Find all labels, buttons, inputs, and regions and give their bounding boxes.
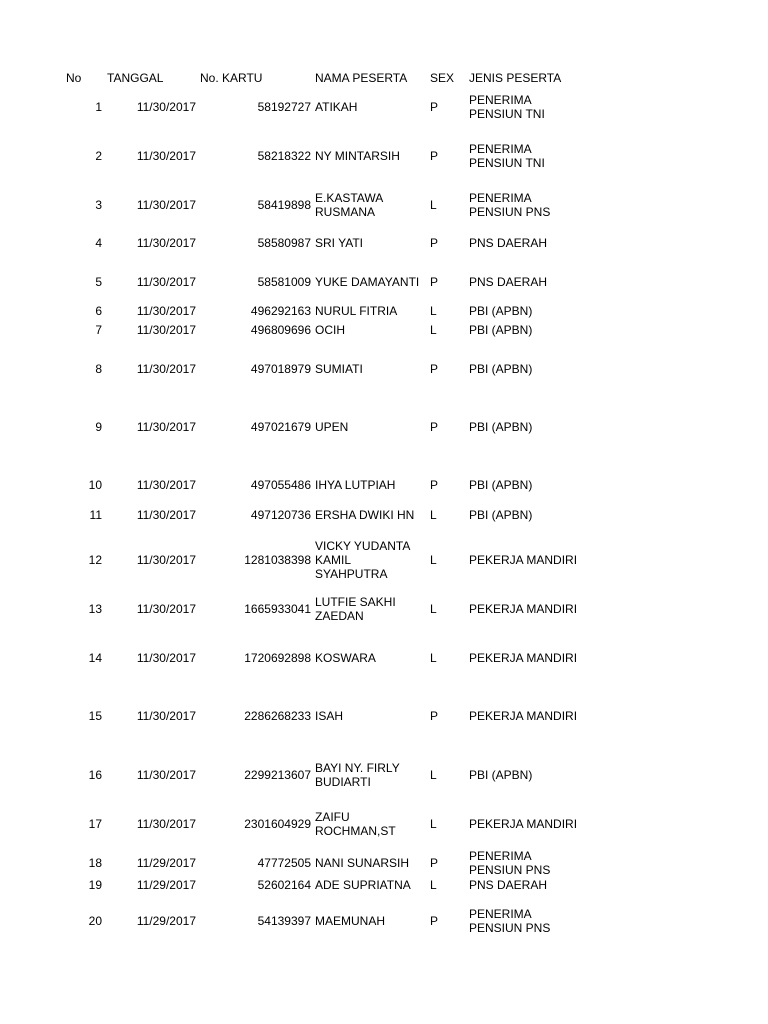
row-jenis-peserta-text: PBI (APBN) (469, 323, 533, 337)
row-sex (430, 190, 450, 220)
row-tanggal-text: 11/30/2017 (136, 817, 196, 831)
header-no: No (66, 71, 82, 85)
row-no-kartu-text: 58581009 (257, 275, 311, 289)
row-sex-text: P (430, 275, 439, 289)
row-tanggal (112, 352, 196, 386)
row-nama-peserta (315, 507, 425, 523)
row-tanggal (112, 322, 196, 338)
row-tanggal-text: 11/30/2017 (136, 651, 196, 665)
row-jenis-peserta-text: PBI (APBN) (469, 420, 533, 434)
row-nama-peserta (315, 760, 425, 790)
row-no-kartu (200, 92, 311, 122)
row-jenis-peserta-text: PBI (APBN) (469, 362, 533, 376)
table-row (0, 303, 768, 319)
table-row (0, 141, 768, 171)
row-jenis-peserta (469, 235, 579, 251)
row-jenis-peserta (469, 141, 579, 171)
row-no (60, 760, 102, 790)
row-no (60, 303, 102, 319)
row-no-kartu-text: 497120736 (250, 508, 311, 522)
row-no (60, 410, 102, 444)
row-no-kartu (200, 701, 311, 731)
row-jenis-peserta-text: PENERIMA PENSIUN PNS (469, 907, 551, 935)
row-no-text: 19 (88, 878, 102, 892)
row-nama-peserta (315, 410, 425, 444)
row-nama-peserta-text: SUMIATI (315, 362, 363, 376)
row-nama-peserta-text: NURUL FITRIA (315, 304, 398, 318)
row-no-kartu-text: 58218322 (257, 149, 311, 163)
row-tanggal (112, 235, 196, 251)
row-tanggal (112, 848, 196, 878)
table-row (0, 877, 768, 893)
row-jenis-peserta-text: PEKERJA MANDIRI (469, 553, 578, 567)
row-no-kartu (200, 468, 311, 502)
table-row (0, 468, 768, 502)
row-no-text: 18 (88, 856, 102, 870)
row-nama-peserta (315, 190, 425, 220)
row-no-text: 3 (95, 198, 102, 212)
row-tanggal-text: 11/30/2017 (136, 236, 196, 250)
row-no-kartu (200, 303, 311, 319)
row-tanggal (112, 92, 196, 122)
row-nama-peserta (315, 235, 425, 251)
row-nama-peserta-text: SRI YATI (315, 236, 364, 250)
row-sex (430, 643, 450, 673)
row-no (60, 701, 102, 731)
row-no-kartu (200, 410, 311, 444)
row-jenis-peserta (469, 809, 579, 839)
row-no-text: 16 (88, 768, 102, 782)
row-sex (430, 701, 450, 731)
row-jenis-peserta-text: PENERIMA PENSIUN PNS (469, 849, 551, 877)
row-nama-peserta-text: ZAIFU ROCHMAN,ST (315, 810, 396, 838)
row-no-kartu (200, 190, 311, 220)
row-no-text: 10 (88, 478, 102, 492)
row-sex-text: P (430, 362, 439, 376)
row-jenis-peserta-text: PENERIMA PENSIUN TNI (469, 142, 545, 170)
row-no-kartu (200, 274, 311, 290)
row-no-kartu (200, 809, 311, 839)
row-nama-peserta (315, 322, 425, 338)
row-no-kartu-text: 47772505 (257, 856, 311, 870)
row-no-kartu (200, 906, 311, 936)
header-no-kartu: No. KARTU (200, 71, 263, 85)
row-sex-text: L (430, 817, 437, 831)
row-nama-peserta-text: LUTFIE SAKHI ZAEDAN (315, 595, 396, 623)
row-no (60, 352, 102, 386)
row-jenis-peserta (469, 190, 579, 220)
row-tanggal (112, 760, 196, 790)
row-jenis-peserta (469, 468, 579, 502)
row-nama-peserta-text: VICKY YUDANTA KAMIL SYAHPUTRA (315, 539, 410, 581)
row-tanggal-text: 11/29/2017 (136, 914, 196, 928)
row-nama-peserta (315, 303, 425, 319)
table-row (0, 410, 768, 444)
table-row (0, 643, 768, 673)
row-tanggal-text: 11/29/2017 (136, 878, 196, 892)
row-jenis-peserta-text: PNS DAERAH (469, 236, 548, 250)
row-no-text: 2 (95, 149, 102, 163)
row-no-kartu-text: 52602164 (257, 878, 311, 892)
row-sex-text: L (430, 651, 437, 665)
row-no (60, 594, 102, 624)
row-jenis-peserta (469, 352, 579, 386)
row-tanggal-text: 11/30/2017 (136, 508, 196, 522)
row-sex (430, 809, 450, 839)
table-row (0, 848, 768, 878)
header-sex: SEX (430, 71, 455, 85)
row-nama-peserta-text: ADE SUPRIATNA (315, 878, 411, 892)
row-nama-peserta (315, 539, 425, 581)
row-no (60, 322, 102, 338)
row-sex (430, 322, 450, 338)
row-tanggal-text: 11/29/2017 (136, 856, 196, 870)
row-jenis-peserta-text: PBI (APBN) (469, 768, 533, 782)
row-no-kartu (200, 322, 311, 338)
row-jenis-peserta-text: PEKERJA MANDIRI (469, 817, 578, 831)
row-nama-peserta (315, 468, 425, 502)
row-tanggal-text: 11/30/2017 (136, 553, 196, 567)
row-nama-peserta (315, 701, 425, 731)
row-tanggal (112, 643, 196, 673)
row-jenis-peserta (469, 848, 579, 878)
table-row (0, 322, 768, 338)
row-no (60, 809, 102, 839)
row-tanggal-text: 11/30/2017 (136, 362, 196, 376)
row-sex-text: L (430, 508, 437, 522)
header-nama-peserta: NAMA PESERTA (315, 71, 408, 85)
row-no-text: 17 (88, 817, 102, 831)
row-tanggal (112, 468, 196, 502)
row-tanggal-text: 11/30/2017 (136, 149, 196, 163)
row-nama-peserta-text: NY MINTARSIH (315, 149, 400, 163)
row-no-text: 4 (95, 236, 102, 250)
row-jenis-peserta-text: PEKERJA MANDIRI (469, 602, 578, 616)
row-nama-peserta (315, 274, 425, 290)
row-nama-peserta-text: YUKE DAMAYANTI (315, 275, 420, 289)
row-jenis-peserta (469, 322, 579, 338)
row-sex (430, 141, 450, 171)
row-no-kartu-text: 1720692898 (244, 651, 311, 665)
row-jenis-peserta (469, 594, 579, 624)
row-nama-peserta (315, 141, 425, 171)
row-no-text: 6 (95, 304, 102, 318)
row-no-kartu-text: 58419898 (257, 198, 311, 212)
row-nama-peserta-text: OCIH (315, 323, 345, 337)
row-jenis-peserta (469, 643, 579, 673)
table-row (0, 701, 768, 731)
row-tanggal-text: 11/30/2017 (136, 275, 196, 289)
row-jenis-peserta (469, 545, 579, 575)
row-jenis-peserta (469, 760, 579, 790)
row-jenis-peserta-text: PENERIMA PENSIUN TNI (469, 93, 545, 121)
row-tanggal (112, 701, 196, 731)
row-sex (430, 274, 450, 290)
row-nama-peserta-text: ERSHA DWIKI HN (315, 508, 415, 522)
row-jenis-peserta (469, 877, 579, 893)
row-no-text: 14 (88, 651, 102, 665)
row-sex (430, 760, 450, 790)
row-nama-peserta-text: IHYA LUTPIAH (315, 478, 396, 492)
row-sex (430, 92, 450, 122)
row-jenis-peserta (469, 274, 579, 290)
row-no-text: 15 (88, 709, 102, 723)
row-nama-peserta-text: E.KASTAWA RUSMANA (315, 191, 383, 219)
row-sex (430, 848, 450, 878)
row-nama-peserta-text: ATIKAH (315, 100, 358, 114)
row-tanggal-text: 11/30/2017 (136, 323, 196, 337)
row-sex (430, 468, 450, 502)
table-row (0, 235, 768, 251)
row-no-kartu (200, 877, 311, 893)
row-no-kartu-text: 58192727 (257, 100, 311, 114)
row-no-text: 11 (89, 508, 102, 522)
row-no (60, 507, 102, 523)
row-nama-peserta (315, 352, 425, 386)
row-tanggal (112, 410, 196, 444)
row-jenis-peserta-text: PNS DAERAH (469, 275, 548, 289)
row-tanggal (112, 809, 196, 839)
table-row (0, 809, 768, 839)
row-sex-text: P (430, 856, 439, 870)
row-jenis-peserta (469, 906, 579, 936)
row-nama-peserta-text: BAYI NY. FIRLY BUDIARTI (315, 761, 400, 789)
row-nama-peserta (315, 809, 425, 839)
row-sex (430, 352, 450, 386)
row-tanggal (112, 190, 196, 220)
row-sex-text: P (430, 420, 439, 434)
row-tanggal (112, 545, 196, 575)
row-nama-peserta (315, 877, 425, 893)
row-no-kartu-text: 497021679 (250, 420, 311, 434)
row-sex-text: P (430, 149, 439, 163)
row-no-text: 9 (95, 420, 102, 434)
table-row (0, 539, 768, 581)
row-sex (430, 410, 450, 444)
row-no-text: 12 (88, 553, 102, 567)
row-no-kartu (200, 352, 311, 386)
row-no (60, 877, 102, 893)
header-tanggal: TANGGAL (107, 71, 164, 85)
table-row (0, 594, 768, 624)
row-sex-text: L (430, 304, 437, 318)
row-tanggal (112, 141, 196, 171)
row-no-text: 1 (95, 100, 102, 114)
row-no (60, 906, 102, 936)
row-sex-text: P (430, 236, 439, 250)
row-tanggal (112, 303, 196, 319)
header-jenis-peserta: JENIS PESERTA (469, 71, 562, 85)
row-sex-text: P (430, 914, 439, 928)
row-no-kartu (200, 643, 311, 673)
table-row (0, 92, 768, 122)
table-row (0, 352, 768, 386)
row-tanggal-text: 11/30/2017 (136, 420, 196, 434)
row-sex-text: L (430, 198, 437, 212)
row-sex-text: L (430, 768, 437, 782)
row-no-kartu (200, 545, 311, 575)
row-no-kartu (200, 848, 311, 878)
row-no-kartu-text: 496809696 (250, 323, 311, 337)
row-nama-peserta (315, 848, 425, 878)
row-no (60, 643, 102, 673)
row-tanggal (112, 507, 196, 523)
row-nama-peserta-text: KOSWARA (315, 651, 376, 665)
row-sex-text: L (430, 553, 437, 567)
row-jenis-peserta-text: PNS DAERAH (469, 878, 548, 892)
row-tanggal-text: 11/30/2017 (136, 100, 196, 114)
row-sex (430, 594, 450, 624)
row-sex-text: L (430, 878, 437, 892)
row-no-text: 8 (95, 362, 102, 376)
row-sex-text: L (430, 323, 437, 337)
row-no-kartu (200, 760, 311, 790)
row-no-kartu (200, 141, 311, 171)
row-no (60, 235, 102, 251)
row-tanggal (112, 274, 196, 290)
row-no (60, 92, 102, 122)
row-nama-peserta-text: UPEN (315, 420, 349, 434)
row-tanggal (112, 906, 196, 936)
row-no (60, 468, 102, 502)
row-sex-text: P (430, 709, 439, 723)
table-row (0, 906, 768, 936)
row-no-kartu-text: 58580987 (257, 236, 311, 250)
row-nama-peserta-text: ISAH (315, 709, 344, 723)
table-row (0, 274, 768, 290)
row-no-kartu (200, 235, 311, 251)
row-sex-text: P (430, 478, 439, 492)
row-no (60, 190, 102, 220)
row-jenis-peserta (469, 701, 579, 731)
row-no (60, 141, 102, 171)
row-sex (430, 906, 450, 936)
row-nama-peserta-text: NANI SUNARSIH (315, 856, 410, 870)
header-row (0, 70, 768, 86)
row-no-kartu-text: 1281038398 (244, 553, 311, 567)
row-tanggal-text: 11/30/2017 (136, 304, 196, 318)
row-nama-peserta (315, 906, 425, 936)
row-no-kartu-text: 1665933041 (244, 602, 311, 616)
row-jenis-peserta (469, 507, 579, 523)
row-tanggal-text: 11/30/2017 (136, 198, 196, 212)
row-no-kartu-text: 496292163 (250, 304, 311, 318)
row-no-kartu (200, 507, 311, 523)
row-tanggal-text: 11/30/2017 (136, 602, 196, 616)
row-no-kartu (200, 594, 311, 624)
row-nama-peserta (315, 594, 425, 624)
table-row (0, 760, 768, 790)
row-no-text: 20 (88, 914, 102, 928)
row-nama-peserta (315, 92, 425, 122)
row-no-kartu-text: 2299213607 (244, 768, 311, 782)
row-sex (430, 303, 450, 319)
row-jenis-peserta (469, 303, 579, 319)
row-jenis-peserta-text: PBI (APBN) (469, 304, 533, 318)
row-sex (430, 545, 450, 575)
row-no-text: 7 (95, 323, 102, 337)
row-tanggal (112, 877, 196, 893)
row-sex (430, 235, 450, 251)
row-jenis-peserta-text: PENERIMA PENSIUN PNS (469, 191, 551, 219)
row-sex (430, 507, 450, 523)
row-no-kartu-text: 497018979 (250, 362, 311, 376)
row-tanggal-text: 11/30/2017 (136, 709, 196, 723)
row-nama-peserta (315, 643, 425, 673)
row-no (60, 848, 102, 878)
row-no-text: 5 (95, 275, 102, 289)
table-row (0, 190, 768, 220)
row-no-kartu-text: 2301604929 (244, 817, 311, 831)
row-jenis-peserta-text: PBI (APBN) (469, 508, 533, 522)
row-jenis-peserta (469, 92, 579, 122)
row-jenis-peserta-text: PEKERJA MANDIRI (469, 709, 578, 723)
row-no-kartu-text: 497055486 (250, 478, 311, 492)
row-sex-text: L (430, 602, 437, 616)
row-nama-peserta-text: MAEMUNAH (315, 914, 386, 928)
table-row (0, 507, 768, 523)
row-sex-text: P (430, 100, 439, 114)
row-tanggal-text: 11/30/2017 (136, 768, 196, 782)
row-jenis-peserta (469, 410, 579, 444)
row-sex (430, 877, 450, 893)
row-no-kartu-text: 2286268233 (244, 709, 311, 723)
row-no (60, 545, 102, 575)
row-jenis-peserta-text: PBI (APBN) (469, 478, 533, 492)
row-no-text: 13 (88, 602, 102, 616)
row-tanggal-text: 11/30/2017 (136, 478, 196, 492)
row-no (60, 274, 102, 290)
row-no-kartu-text: 54139397 (257, 914, 311, 928)
row-tanggal (112, 594, 196, 624)
row-jenis-peserta-text: PEKERJA MANDIRI (469, 651, 578, 665)
